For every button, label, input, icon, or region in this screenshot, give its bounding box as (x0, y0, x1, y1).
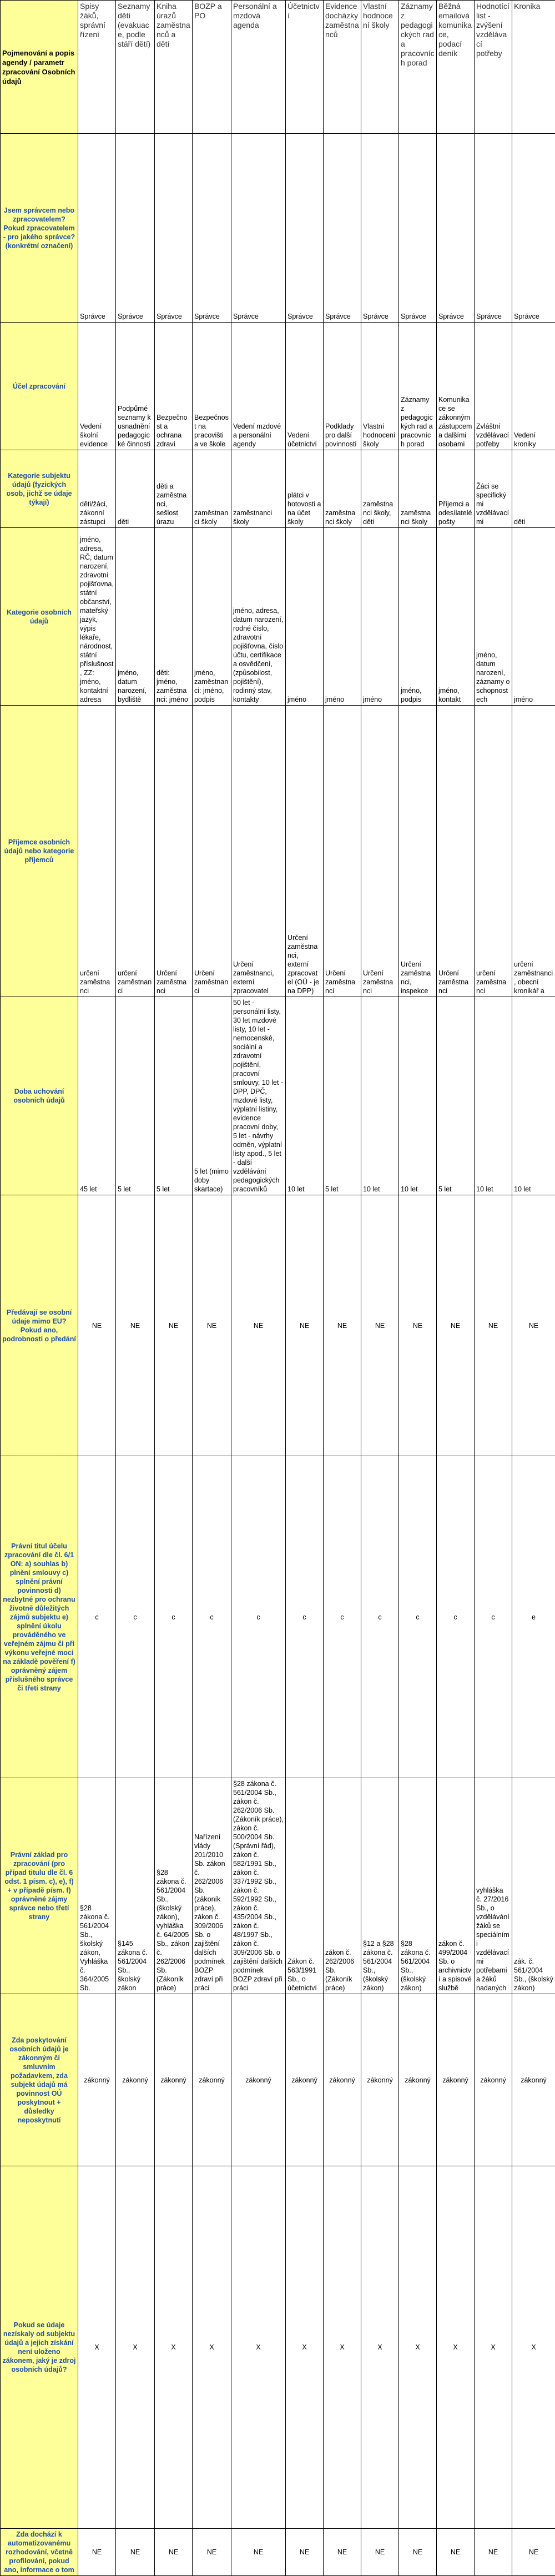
table-cell: zákon č. 262/2006 Sb. (Zákoník práce) (324, 1778, 361, 1994)
table-cell: NE (475, 2529, 512, 2576)
table-cell: X (512, 2166, 555, 2529)
table-cell: určení zaměstnanci (475, 706, 512, 997)
table-cell: zák. č. 561/2004 Sb., (školský zákon) (512, 1778, 555, 1994)
table-row (1, 2166, 555, 2529)
table-cell: §28 zákona č. 561/2004 Sb., zákon č. 262/2006 Sb. (Zákoník práce), zákon č. 500/2004 Sb. (Správní řád), zákon č. 582/1991 Sb., zákon č. 337/1992 Sb., zákon č. 592/1992 Sb., zákon č. 435/2004 Sb., zákon č. 48/1997 Sb., zákon č. 309/2006 Sb. o zajištění dalších podmínek BOZP zdraví při práci (231, 1778, 286, 1994)
table-cell: Určení zaměstnanci (324, 706, 361, 997)
table-cell: c (475, 1456, 512, 1778)
table-cell: Správce (437, 134, 475, 323)
table-cell: Správce (155, 134, 193, 323)
table-cell: X (399, 2166, 437, 2529)
table-cell: Správce (512, 134, 555, 323)
column-header: Kronika (512, 1, 555, 134)
row-label: Kategorie subjektu údajů (fyzických osob, jichž se údaje týkají) (1, 450, 78, 528)
table-cell: X (78, 2166, 116, 2529)
header-row (1, 1, 555, 134)
table-cell: zákonný (193, 1994, 231, 2166)
table-row (1, 1778, 555, 1994)
table-row (1, 528, 555, 706)
column-header: Personální a mzdová agenda (231, 1, 286, 134)
table-cell: X (116, 2166, 155, 2529)
table-cell: zaměstnanci školy (324, 450, 361, 528)
table-cell: zaměstnanci školy (231, 450, 286, 528)
table-cell: NE (286, 1195, 324, 1456)
table-cell: NE (155, 2529, 193, 2576)
table-row (1, 450, 555, 528)
table-cell: Určení zaměstnanci (361, 706, 399, 997)
table-cell: c (155, 1456, 193, 1778)
table-cell: určení zaměstnanci (116, 706, 155, 997)
column-header: Běžná emailová komunikace, podací deník (437, 1, 475, 134)
table-cell: vyhláška č. 27/2016 Sb., o vzdělávání žáků se speciálními vzdělávacími potřebami a žáků nadaných (475, 1778, 512, 1994)
table-cell: c (231, 1456, 286, 1778)
table-cell: zákonný (324, 1994, 361, 2166)
table-cell: §145 zákona č. 561/2004 Sb., školský zákon (116, 1778, 155, 1994)
table-cell: Správce (399, 134, 437, 323)
table-cell: 10 let (286, 997, 324, 1195)
table-cell: plátci v hotovosti a na účet školy (286, 450, 324, 528)
row-label: Předávají se osobní údaje mimo EU? Pokud ano, podrobnosti o předání (1, 1195, 78, 1456)
table-cell: určení zaměstnanci (78, 706, 116, 997)
table-cell: §12 a §28 zákona č. 561/2004 Sb., (školský zákon) (361, 1778, 399, 1994)
row-label: Právní základ pro zpracování (pro případ titulu dle čl. 6 odst. 1 písm. c), e), f) + v případě písm. f) oprávněné zájmy správce nebo třetí strany (1, 1778, 78, 1994)
table-cell: X (437, 2166, 475, 2529)
table-cell: NE (193, 1195, 231, 1456)
table-cell: c (116, 1456, 155, 1778)
table-cell: Vedení mzdové a personální agendy (231, 323, 286, 450)
table-cell: Určení zaměstnanci, inspekce (399, 706, 437, 997)
table-cell: zaměstnanci školy (193, 450, 231, 528)
table-cell: zákonný (78, 1994, 116, 2166)
table-cell: Bezpečnost a ochrana zdraví (155, 323, 193, 450)
table-cell: NE (512, 2529, 555, 2576)
table-cell: c (361, 1456, 399, 1778)
table-cell: děti: jméno, zaměstnanci: jméno (155, 528, 193, 706)
table-cell: Určení zaměstnanci (155, 706, 193, 997)
row-label: Účel zpracování (1, 323, 78, 450)
table-cell: určení zaměstnanci, obecní kronikář a (512, 706, 555, 997)
table-row (1, 997, 555, 1195)
table-cell: NE (399, 1195, 437, 1456)
table-cell: Záznamy z pedagogických rad a pracovních porad (399, 323, 437, 450)
column-header: Vlastní hodnocení školy (361, 1, 399, 134)
row-label: Jsem správcem nebo zpracovatelem? Pokud zpracovatelem - pro jakého správce? (konkrétní označení) (1, 134, 78, 323)
table-cell: Správce (231, 134, 286, 323)
table-cell: Nařízení vlády 201/2010 Sb. zákon č. 262/2006 Sb. (zákoník práce), zákon č. 309/2006 Sb. o zajištění dalších podmínek BOZP zdraví při práci (193, 1778, 231, 1994)
table-cell: 10 let (361, 997, 399, 1195)
table-cell: NE (437, 1195, 475, 1456)
table-cell: jméno, zaměstnanci: jméno, podpis (193, 528, 231, 706)
table-cell: Příjemci a odesílatelé pošty (437, 450, 475, 528)
table-cell: 10 let (399, 997, 437, 1195)
table-cell: Správce (361, 134, 399, 323)
table-cell: NE (231, 1195, 286, 1456)
table-cell: NE (361, 1195, 399, 1456)
table-row (1, 134, 555, 323)
table-cell: NE (116, 1195, 155, 1456)
table-cell: NE (193, 2529, 231, 2576)
table-cell: NE (116, 2529, 155, 2576)
table-row (1, 1456, 555, 1778)
table-cell: e (512, 1456, 555, 1778)
table-cell: Určení zaměstnanci (437, 706, 475, 997)
table-cell: Správce (324, 134, 361, 323)
row-label: Doba uchování osobních údajů (1, 997, 78, 1195)
table-cell: Správce (475, 134, 512, 323)
row-label: Zda dochází k automatizovanému rozhodování, včetně profilování, pokud ano, informace o tom (1, 2529, 78, 2576)
table-cell: NE (399, 2529, 437, 2576)
table-cell: NE (324, 2529, 361, 2576)
table-cell: NE (155, 1195, 193, 1456)
column-header: Účetnictví (286, 1, 324, 134)
table-cell: Správce (116, 134, 155, 323)
table-cell: 50 let - personální listy, 30 let mzdové listy, 10 let - nemocenské, sociální a zdravotní pojištění, pracovní smlouvy, 10 let - DPP, DPČ, mzdové listy, výplatní listiny, evidence pracovní doby, 5 let - návrhy odměn, výplatní listy apod., 5 let - další vzdělávání pedagogických pracovníků (231, 997, 286, 1195)
table-cell: NE (512, 1195, 555, 1456)
table-row (1, 323, 555, 450)
table-cell: Bezpečnost na pracovišti a ve škole (193, 323, 231, 450)
table-cell: Určení zaměstnanci (193, 706, 231, 997)
table-cell: zákonný (361, 1994, 399, 2166)
table-row (1, 706, 555, 997)
table-cell: X (324, 2166, 361, 2529)
table-cell: Zvláštní vzdělávací potřeby (475, 323, 512, 450)
table-cell: c (399, 1456, 437, 1778)
table-cell: c (193, 1456, 231, 1778)
table-cell: Vlastní hodnocení školy (361, 323, 399, 450)
table-cell: NE (286, 2529, 324, 2576)
table-cell: Podklady pro další povinnosti (324, 323, 361, 450)
table-cell: Komunikace se zákonným zástupcem a dalšími osobami (437, 323, 475, 450)
table-cell: jméno, adresa, RČ, datum narození, zdravotní pojišťovna, státní občanství, mateřský jazyk, výpis lékaře, národnost, státní příslušnost, ZZ: jméno, kontaktní adresa (78, 528, 116, 706)
table-cell: Správce (193, 134, 231, 323)
table-cell: §28 zákona č. 561/2004 Sb., školský zákon, Vyhláška č. 364/2005 Sb. (78, 1778, 116, 1994)
table-cell: c (286, 1456, 324, 1778)
table-cell: Určení zaměstnanci, externí zpracovatel (231, 706, 286, 997)
table-cell: NE (361, 2529, 399, 2576)
table-cell: 5 let (116, 997, 155, 1195)
table-cell: c (437, 1456, 475, 1778)
table-cell: NE (324, 1195, 361, 1456)
table-cell: c (324, 1456, 361, 1778)
column-header: Spisy žáků, správní řízení (78, 1, 116, 134)
table-cell: Vedení účetnictví (286, 323, 324, 450)
table-cell: jméno, datum narození, bydliště (116, 528, 155, 706)
table-cell: 5 let (mimo doby skartace) (193, 997, 231, 1195)
table-cell: X (231, 2166, 286, 2529)
column-header: Seznamy dětí (evakuace, podle stáří dětí) (116, 1, 155, 134)
table-cell: X (193, 2166, 231, 2529)
table-cell: Vedení školní evidence (78, 323, 116, 450)
table-cell: jméno (361, 528, 399, 706)
table-cell: 5 let (437, 997, 475, 1195)
table-cell: Vedení kroniky (512, 323, 555, 450)
column-header: Hodnotící list - zvýšení vzdělávací potřeby (475, 1, 512, 134)
table-cell: NE (437, 2529, 475, 2576)
table-cell: zákonný (399, 1994, 437, 2166)
table-cell: Správce (78, 134, 116, 323)
table-cell: NE (231, 2529, 286, 2576)
table-cell: jméno (286, 528, 324, 706)
table-cell: Zákon č. 563/1991 Sb., o účetnictví (286, 1778, 324, 1994)
table-cell: §28 zákona č. 561/2004 Sb., (školský zákon), vyhláška č. 64/2005 Sb., zákon č. 262/2006 Sb. (Zákoník práce) (155, 1778, 193, 1994)
table-cell: jméno (324, 528, 361, 706)
table-cell: zákonný (116, 1994, 155, 2166)
table-cell: zaměstnanci školy (399, 450, 437, 528)
table-cell: 45 let (78, 997, 116, 1195)
row-label: Zda poskytování osobních údajů je zákonným či smluvním požadavkem, zda subjekt údajů má povinnost OÚ poskytnout + důsledky neposkytnutí (1, 1994, 78, 2166)
table-cell: jméno, kontakt (437, 528, 475, 706)
corner-header: Pojmenování a popis agendy / parametr zpracování Osobních údajů (1, 1, 78, 134)
table-cell: zákonný (437, 1994, 475, 2166)
table-cell: jméno, adresa, datum narození, rodné číslo, zdravotní pojišťovna, číslo účtu, certifikace a osvědčení, (způsobilost, pojištění), rodinný stav, kontakty (231, 528, 286, 706)
column-header: Evidence docházky zaměstnanců (324, 1, 361, 134)
table-cell: zaměstnanci školy, děti (361, 450, 399, 528)
table-row (1, 1195, 555, 1456)
column-header: BOZP a PO (193, 1, 231, 134)
row-label: Příjemce osobních údajů nebo kategorie příjemců (1, 706, 78, 997)
column-header: Kniha úrazů zaměstnanců a dětí (155, 1, 193, 134)
table-cell: zákonný (231, 1994, 286, 2166)
table-cell: děti (116, 450, 155, 528)
table-cell: zákonný (286, 1994, 324, 2166)
table-cell: NE (475, 1195, 512, 1456)
table-cell: X (155, 2166, 193, 2529)
table-cell: 5 let (324, 997, 361, 1195)
table-cell: děti a zaměstnanci, sešlost úrazu (155, 450, 193, 528)
table-cell: NE (78, 2529, 116, 2576)
table-cell: X (475, 2166, 512, 2529)
table-cell: zákon č. 499/2004 Sb. o archivnictví a spisové službě (437, 1778, 475, 1994)
row-label: Pokud se údaje nezískaly od subjektu údajů a jejich získání není uloženo zákonem, jaký je zdroj osobních údajů? (1, 2166, 78, 2529)
row-label: Právní titul účelu zpracování dle čl. 6/1 ON: a) souhlas b) plnění smlouvy c) splnění právní povinnosti d) nezbytné pro ochranu životně důležitých zájmů subjektu e) splnění úkolu prováděného ve veřejném zájmu či při výkonu veřejné moci na základě pověření f) oprávněný zájem příslušného správce či třetí strany (1, 1456, 78, 1778)
table-cell: 5 let (155, 997, 193, 1195)
table-cell: jméno (512, 528, 555, 706)
table-cell: děti/žáci, zákonní zástupci (78, 450, 116, 528)
table-cell: 10 let (512, 997, 555, 1195)
table-cell: Podpůrné seznamy k usnadnění pedagogické činnosti (116, 323, 155, 450)
table-cell: Určení zaměstnanci, externí zpracovatel (OÚ - je na DPP) (286, 706, 324, 997)
table-row (1, 1994, 555, 2166)
table-cell: zákonný (512, 1994, 555, 2166)
table-cell: děti (512, 450, 555, 528)
table-cell: jméno, datum narození, záznamy o schopnostech (475, 528, 512, 706)
table-row (1, 2529, 555, 2576)
column-header: Záznamy z pedagogických rad a pracovních porad (399, 1, 437, 134)
table-cell: X (361, 2166, 399, 2529)
table-cell: NE (78, 1195, 116, 1456)
table-cell: 10 let (475, 997, 512, 1195)
table-cell: X (286, 2166, 324, 2529)
table-cell: Žáci se specifickými vzdělávacími (475, 450, 512, 528)
table-cell: zákonný (155, 1994, 193, 2166)
table-cell: c (78, 1456, 116, 1778)
table-cell: jméno, podpis (399, 528, 437, 706)
row-label: Kategorie osobních údajů (1, 528, 78, 706)
table-cell: zákonný (475, 1994, 512, 2166)
table-cell: Správce (286, 134, 324, 323)
table-cell: §28 zákona č. 561/2004 Sb., (školský zákon) (399, 1778, 437, 1994)
